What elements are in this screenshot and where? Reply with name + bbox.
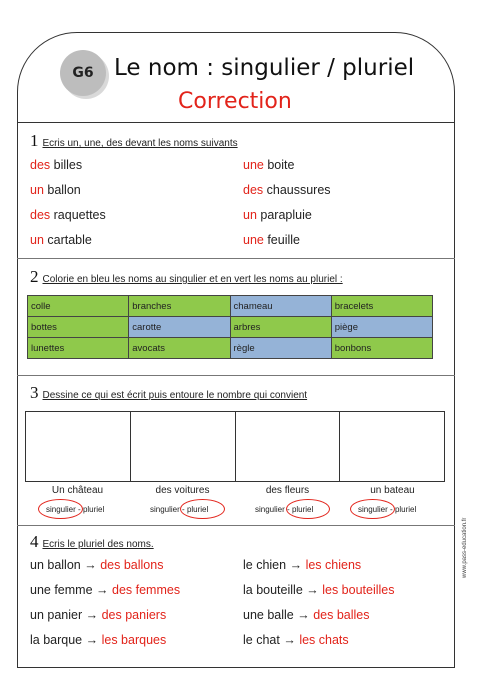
grid-cell: arbres [230,317,331,338]
plural-item: le chat → les chats [243,633,349,647]
answer-item [30,158,82,172]
plural-item: la bouteille → les bouteilles [243,583,395,597]
number-choice: singulier - pluriel [358,505,417,514]
number-choice: singulier - pluriel [46,505,105,514]
grid-row [28,296,433,317]
plural-item: un panier → des paniers [30,608,167,622]
section-number: 4 [30,532,39,551]
grid-row [28,317,433,338]
determiner: une [243,233,264,247]
determiner: un [30,233,44,247]
section-instruction: Dessine ce qui est écrit puis entoure le nombre qui convient [42,390,308,401]
grid-cell: avocats [129,338,230,359]
noun: boite [263,158,295,172]
section-divider-2 [17,375,455,376]
noun: feuille [263,233,300,247]
grid-cell: lunettes [28,338,129,359]
determiner: des [30,208,51,222]
grid-cell: chameau [230,296,331,317]
grid-cell: carotte [129,317,230,338]
grid-cell: piège [331,317,432,338]
noun: parapluie [256,208,312,222]
plural-item: une balle → des balles [243,608,370,622]
plural-item: un ballon → des ballons [30,558,164,572]
grid-cell: colle [28,296,129,317]
answer-item [30,183,81,197]
answer-circle [180,499,225,519]
plural-item: une femme → des femmes [30,583,181,597]
drawing-caption: des voitures [155,485,210,496]
drawing-caption: Un château [51,485,104,496]
header-divider [17,122,455,123]
answer-item [243,158,294,172]
drawing-box[interactable] [131,412,236,481]
noun: chaussures [263,183,331,197]
drawing-boxes [25,411,445,482]
number-choice: singulier - pluriel [255,505,314,514]
number-choice: singulier - pluriel [150,505,209,514]
site-watermark: www.pass-education.fr [462,517,468,578]
section-2-heading [30,267,343,287]
level-badge: G6 [60,50,106,96]
noun: raquettes [50,208,106,222]
drawing-box[interactable] [26,412,131,481]
section-4-heading [30,532,154,552]
determiner: un [30,183,44,197]
answer-circle [286,499,330,519]
noun: cartable [43,233,92,247]
section-1-heading [30,131,238,151]
answer-circle [350,499,395,519]
noun: ballon [43,183,81,197]
plural-item: la barque → les barques [30,633,167,647]
determiner: une [243,158,264,172]
drawing-box[interactable] [340,412,444,481]
drawing-caption: des fleurs [265,485,310,496]
section-instruction: Ecris un, une, des devant les noms suivants [42,138,238,149]
section-number: 3 [30,383,39,402]
answer-item [30,233,92,247]
coloring-grid [27,295,433,359]
grid-cell: bracelets [331,296,432,317]
answer-item [243,233,300,247]
answer-item [243,208,312,222]
section-instruction: Ecris le pluriel des noms. [42,539,154,550]
drawing-box[interactable] [236,412,341,481]
drawing-caption: un bateau [370,485,415,496]
page-subtitle: Correction [178,89,292,114]
answer-item [30,208,106,222]
answer-circle [38,499,83,519]
grid-cell: bottes [28,317,129,338]
page-title: Le nom : singulier / pluriel [114,55,415,81]
noun: billes [50,158,83,172]
plural-item: le chien → les chiens [243,558,362,572]
determiner: des [30,158,51,172]
grid-row [28,338,433,359]
section-3-heading [30,383,307,403]
section-divider-1 [17,258,455,259]
section-number: 1 [30,131,39,150]
section-divider-3 [17,525,455,526]
section-number: 2 [30,267,39,286]
grid-cell: bonbons [331,338,432,359]
determiner: des [243,183,264,197]
grid-cell: règle [230,338,331,359]
grid-cell: branches [129,296,230,317]
answer-item [243,183,331,197]
section-instruction: Colorie en bleu les noms au singulier et en vert les noms au pluriel : [42,274,343,285]
determiner: un [243,208,257,222]
